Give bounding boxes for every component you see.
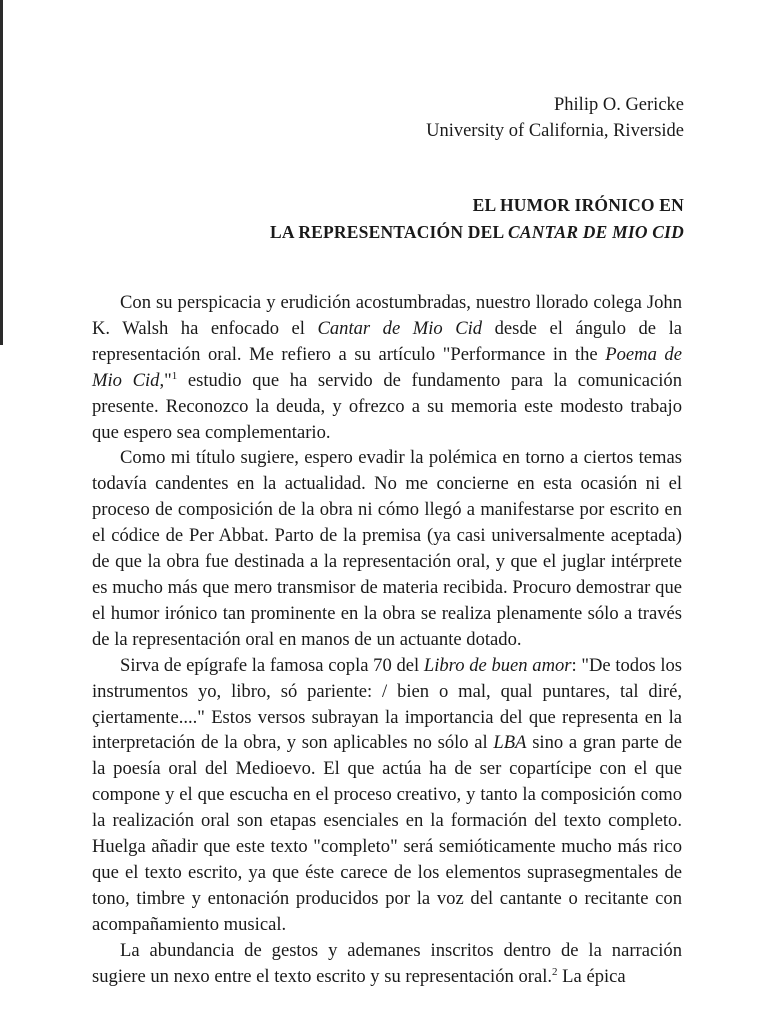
author-affiliation: University of California, Riverside (426, 121, 684, 141)
text-run: : "De todos los instrumentos yo, libro, só pariente: / bien o mal, qual puntares, tal diré, çiertamente...." Estos versos subrayan la importancia del que representa en la interpretación de la obra, y son aplicables no sólo al (92, 654, 683, 754)
text-run: Como mi título sugiere, espero evadir la polémica en torno a ciertos temas todavía candentes en la actualidad. No me concierne en esta ocasión ni el proceso de composición de la obra ni cómo llegó a manifestarse por escrito en el códice de Per Abbat. Parto de la premisa (ya casi universalmente aceptada) de que la obra fue destinada a la representación oral, y que el juglar intérprete es mucho más que mero transmisor de materia recibida. Procuro demostrar que el humor irónico tan prominente en la obra se realiza plenamente sólo a través de la representación oral en manos de un actuante dotado. (92, 447, 682, 650)
footnote-marker[interactable]: 1 (171, 369, 178, 382)
title-line-2 (270, 219, 684, 246)
title-line-2-prefix: LA REPRESENTACIÓN DEL (270, 222, 508, 242)
paragraph-3 (92, 653, 682, 938)
text-run: Sirva de epígrafe la famosa copla 70 del (120, 654, 424, 676)
paragraph-1 (92, 290, 682, 445)
title-work-name: CANTAR DE MIO CID (507, 222, 684, 242)
italic-title: Poema de Mio Cid (92, 343, 682, 391)
footnote-marker[interactable]: 2 (552, 965, 558, 978)
title-line-1: EL HUMOR IRÓNICO EN (472, 195, 684, 215)
text-run: estudio que ha servido de fundamento para la comunicación presente. Reconozco la deuda, y ofrezco a su memoria este modesto trabajo que espero sea complementario. (92, 369, 682, 443)
author-block (426, 92, 684, 144)
italic-abbreviation: LBA (493, 732, 527, 754)
text-run: La abundancia de gestos y ademanes inscritos dentro de la narración sugiere un nexo entre el texto escrito y su representación oral. (92, 939, 682, 987)
scan-edge-line (0, 0, 3, 345)
text-run: ," (159, 369, 172, 391)
text-run: sino a gran parte de la poesía oral del Medioevo. El que actúa ha de ser copartícipe con el que compone y el que escucha en el proceso creativo, y tanto la composición como la realización oral son etapas esenciales en la formación del texto completo. Huelga añadir que este texto "completo" será semióticamente mucho más rico que el texto escrito, ya que éste carece de los elementos suprasegmentales de tono, timbre y entonación producidos por la voz del cantante o recitante con acompañamiento musical. (92, 732, 682, 935)
italic-title: Cantar de Mio Cid (317, 317, 483, 339)
text-run: La épica (557, 965, 626, 987)
paragraph-4 (92, 938, 682, 990)
text-run: desde el ángulo de la representación oral. Me refiero a su artículo "Performance in the (92, 317, 682, 365)
text-run: Con su perspicacia y erudición acostumbradas, nuestro llorado colega John K. Walsh ha enfocado el (92, 292, 682, 339)
author-name: Philip O. Gericke (554, 95, 684, 115)
paragraph-2 (92, 445, 682, 652)
article-body (92, 290, 682, 989)
article-title (270, 192, 684, 246)
italic-title: Libro de buen amor (423, 654, 572, 676)
